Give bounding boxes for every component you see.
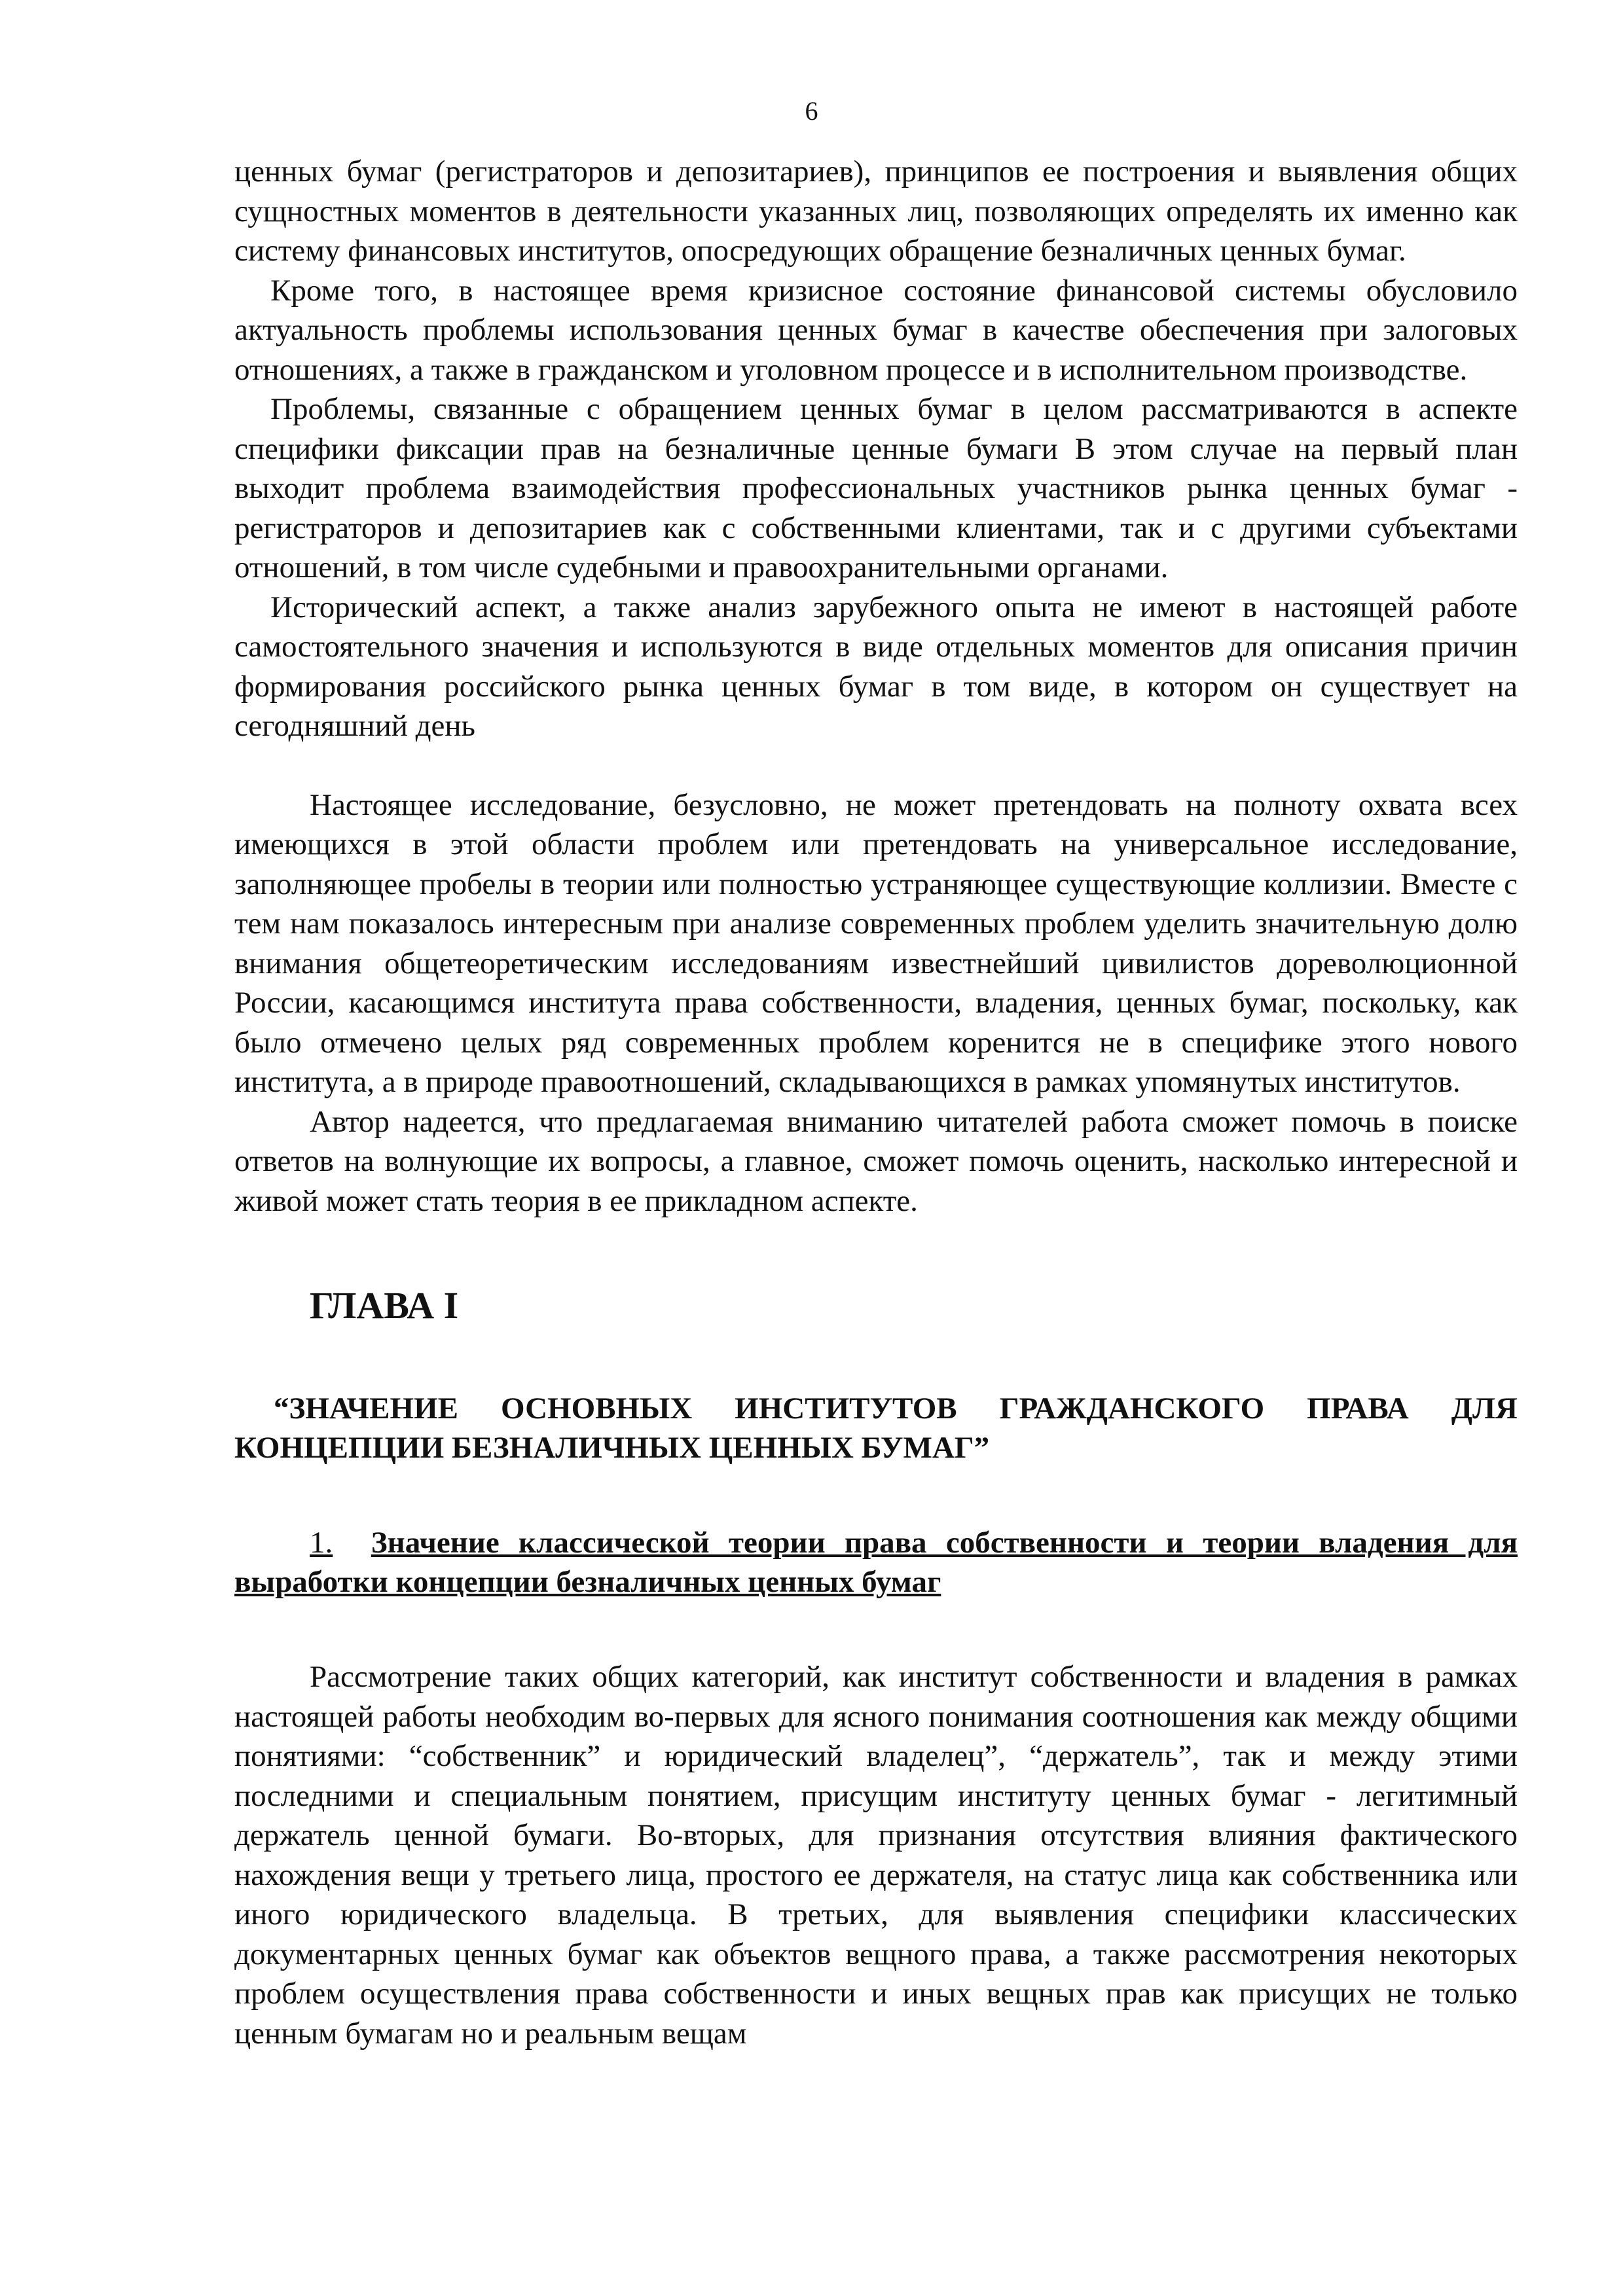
paragraph-author-hope: Автор надеется, что предлагаемая вниманию читателей работа сможет помочь в поиске ответов на волнующие их вопросы, а главное, сможет помочь оценить, насколько интересной и живой может стать теория в ее прикладном аспекте.	[234, 1104, 1518, 1218]
chapter-title: “ЗНАЧЕНИЕ ОСНОВНЫХ ИНСТИТУТОВ ГРАЖДАНСКОГО ПРАВА ДЛЯ КОНЦЕПЦИИ БЕЗНАЛИЧНЫХ ЦЕННЫХ БУМАГ”	[234, 1391, 1518, 1465]
paragraph-crisis: Кроме того, в настоящее время кризисное состояние финансовой системы обусловило актуальность проблемы использования ценных бумаг в качестве обеспечения при залоговых отношениях, а также в гражданском и уголовном процессе и в исполнительном производстве.	[234, 273, 1518, 387]
paragraph-continuation: ценных бумаг (регистраторов и депозитариев), принципов ее построения и выявления общих сущностных моментов в деятельности указанных лиц, позволяющих определять их именно как систему финансовых институтов, опосредующих обращение безналичных ценных бумаг.	[234, 154, 1518, 268]
chapter-heading: ГЛАВА I	[310, 1284, 459, 1327]
paragraph-section-body: Рассмотрение таких общих категорий, как институт собственности и владения в рамках настоящей работы необходим во-первых для ясного понимания соотношения как между общими понятиями: “собственник” и юридический владелец”, “держатель”, так и между этими последними и специальным понятием, присущим институту ценных бумаг - легитимный держатель ценной бумаги. Во-вторых, для признания отсутствия влияния фактического нахождения вещи у третьего лица, простого ее держателя, на статус лица как собственника или иного юридического владельца. В третьих, для выявления специфики классических документарных ценных бумаг как объектов вещного права, а также рассмотрения некоторых проблем осуществления права собственности и иных вещных прав как присущих не только ценным бумагам но и реальным вещам	[234, 1660, 1518, 2051]
page-content	[234, 152, 1518, 2053]
page-number: 6	[805, 96, 818, 126]
section-number: 1.	[310, 1526, 333, 1560]
paragraph-research-scope: Настоящее исследование, безусловно, не может претендовать на полноту охвата всех имеющихся в этой области проблем или претендовать на универсальное исследование, заполняющее пробелы в теории или полностью устраняющее существующие коллизии. Вместе с тем нам показалось интересным при анализе современных проблем уделить значительную долю внимания общетеоретическим исследованиям известнейший цивилистов дореволюционной России, касающимся института права собственности, владения, ценных бумаг, поскольку, как было отмечено целых ряд современных проблем коренится не в специфике этого нового института, а в природе правоотношений, складывающихся в рамках упомянутых институтов.	[234, 787, 1518, 1099]
section-title	[234, 1523, 1518, 1602]
paragraph-historical: Исторический аспект, а также анализ зарубежного опыта не имеют в настоящей работе самостоятельного значения и используются в виде отдельных моментов для описания причин формирования российского рынка ценных бумаг в том виде, в котором он существует на сегодняшний день	[234, 590, 1518, 743]
paragraph-problems: Проблемы, связанные с обращением ценных бумаг в целом рассматриваются в аспекте специфики фиксации прав на безналичные ценные бумаги В этом случае на первый план выходит проблема взаимодействия профессиональных участников рынка ценных бумаг - регистраторов и депозитариев как с собственными клиентами, так и с другими субъектами отношений, в том числе судебными и правоохранительными органами.	[234, 392, 1518, 584]
section-title-text: Значение классической теории права собственности и теории владения для выработки концепции безналичных ценных бумаг	[234, 1526, 1518, 1599]
